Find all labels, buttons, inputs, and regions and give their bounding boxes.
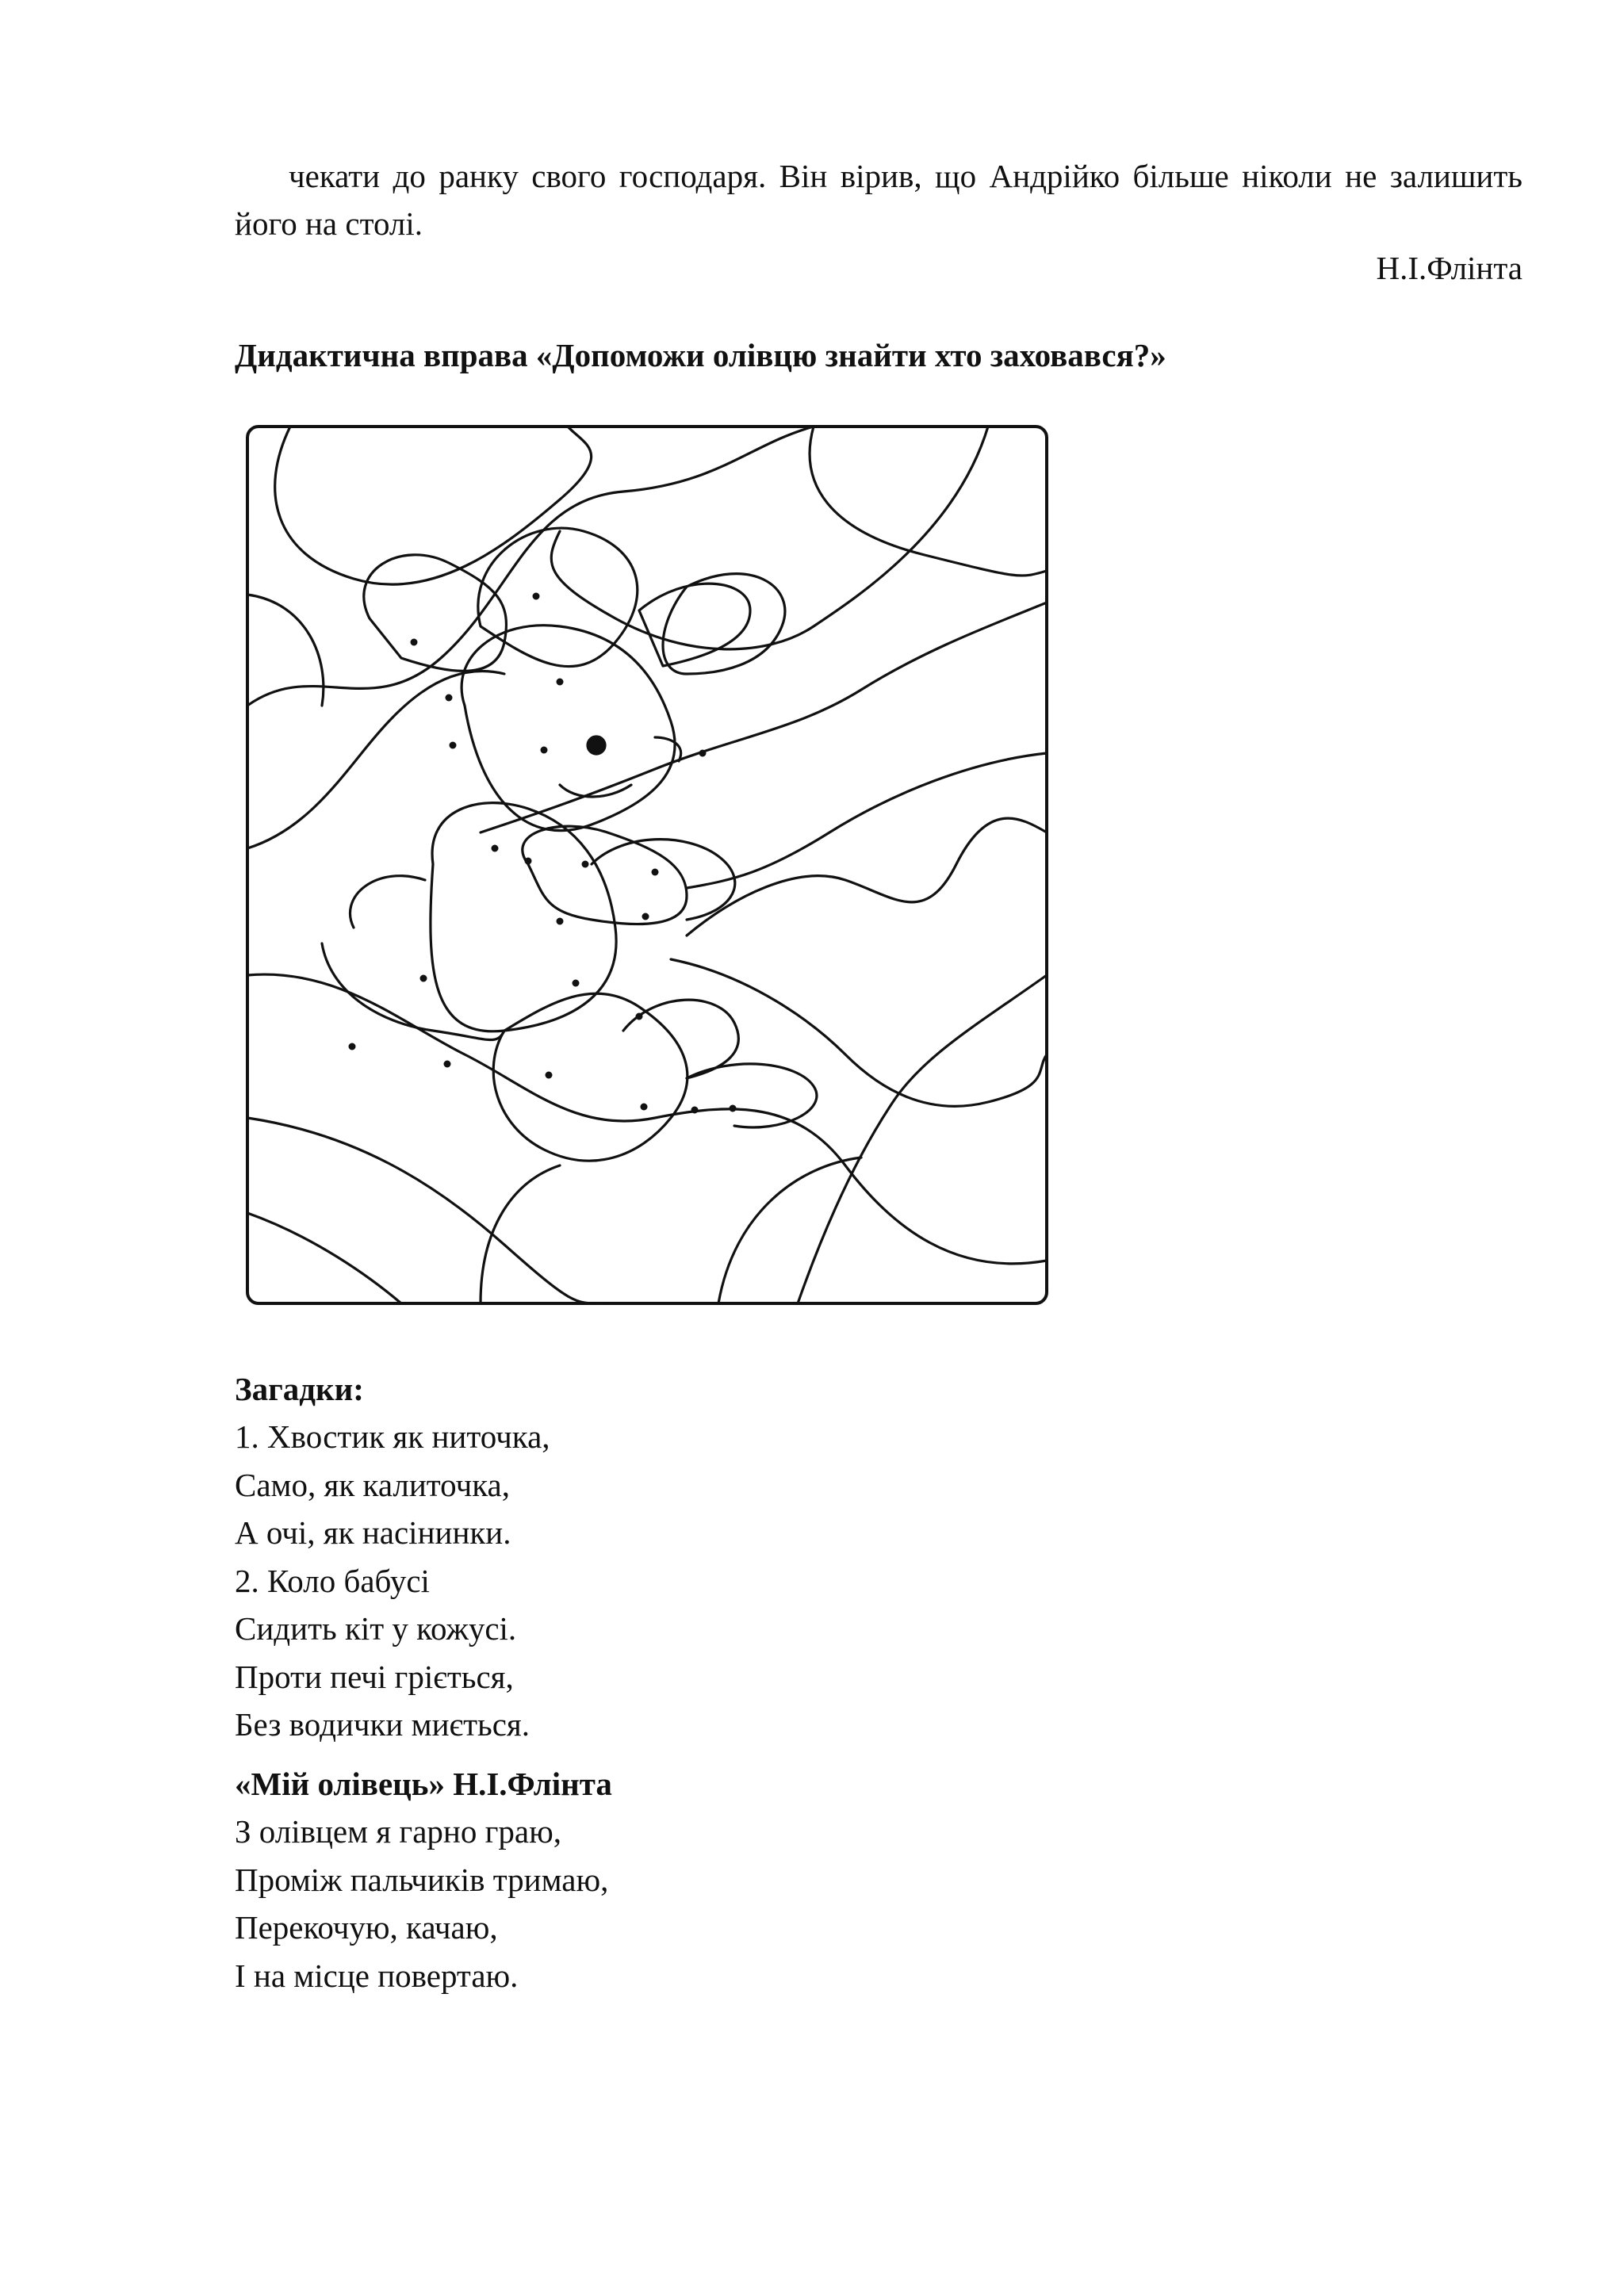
poem-lines [235, 1808, 608, 1999]
riddle-line: Без водички миється. [235, 1706, 530, 1743]
story-author: Н.І.Флінта [1376, 250, 1522, 286]
riddles-lines [235, 1413, 550, 1749]
riddle-line: Сидить кіт у кожусі. [235, 1610, 517, 1647]
poem-heading: «Мій олівець» Н.І.Флінта [235, 1766, 612, 1802]
riddle-line: Проти печі гріється, [235, 1658, 514, 1695]
poem-line: З олівцем я гарно граю, [235, 1813, 562, 1850]
poem-line: Перекочую, качаю, [235, 1909, 498, 1946]
riddle-line: А очі, як насінинки. [235, 1514, 511, 1551]
hidden-bunny-puzzle-image [243, 420, 1051, 1308]
riddle-line: 2. Коло бабусі [235, 1562, 430, 1599]
riddle-line: 1. Хвостик як ниточка, [235, 1418, 550, 1455]
riddles-heading: Загадки: [235, 1371, 364, 1407]
story-paragraph: чекати до ранку свого господаря. Він вірив, що Андрійко більше ніколи не залишить його на столі. [235, 158, 1522, 242]
poem-line: Проміж пальчиків тримаю, [235, 1861, 609, 1898]
exercise-heading: Дидактична вправа «Допоможи олівцю знайти хто заховався?» [235, 337, 1166, 373]
poem-line: І на місце повертаю. [235, 1957, 519, 1994]
riddle-line: Само, як калиточка, [235, 1466, 510, 1503]
